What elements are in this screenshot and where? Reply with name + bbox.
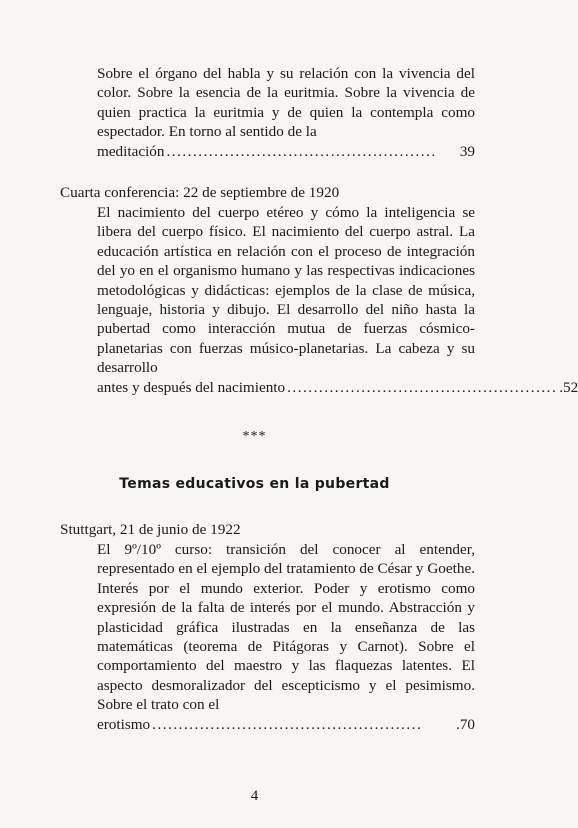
toc-entry-2-heading: Cuarta conferencia: 22 de septiembre de 1920 (60, 184, 340, 201)
section-separator: *** (242, 429, 267, 444)
toc-entry-2-leader-dots: ................................................... (287, 378, 558, 396)
toc-entry-1-last-line (97, 142, 475, 161)
toc-entry-1-text: Sobre el órgano del habla y su relación con la vivencia del color. Sobre la esencia de la euritmia. Sobre la vivencia de quien practica la euritmia y de quien la contempla como espectador. En torno al sentido de la (97, 65, 475, 141)
toc-entry-2 (97, 203, 578, 397)
toc-entry-3 (97, 540, 475, 734)
toc-entry-1-leader-dots: ................................................... (166, 142, 437, 160)
toc-entry-3-last-words: erotismo (97, 715, 151, 733)
toc-entry-3-heading: Stuttgart, 21 de junio de 1922 (60, 521, 241, 538)
toc-entry-3-text: El 9º/10º curso: transición del conocer al entender, representado en el ejemplo del tratamiento de César y Goethe. Interés por el mundo exterior. Poder y erotismo como expresión de la falta de interés por el mundo. Abstracción y plasticidad gráfica ilustradas en la enseñanza de las matemáticas (teorema de Pitágoras y Carnot). Sobre el comportamiento del maestro y las flaquezas latentes. El aspecto desmoralizador del escepticismo y el pesimismo. Sobre el trato con el (97, 541, 475, 714)
toc-entry-3-leader-dots: ................................................... (152, 715, 423, 733)
toc-entry-3-page: .70 (456, 715, 475, 733)
toc-entry-3-last-line (97, 715, 475, 734)
page-number: 4 (250, 788, 259, 804)
section-title: Temas educativos en la pubertad (119, 476, 390, 492)
toc-entry-2-last-line (97, 378, 578, 397)
toc-entry-1-last-words: meditación (97, 142, 165, 160)
toc-entry-1 (97, 64, 475, 161)
toc-entry-2-last-words: antes y después del nacimiento (97, 378, 286, 396)
toc-entry-2-text: El nacimiento del cuerpo etéreo y cómo la inteligencia se libera del cuerpo físico. El nacimiento del cuerpo astral. La educación artística en relación con el proceso de integración del yo en el organismo humano y las respectivas indicaciones metodológicas y didácticas: ejemplos de la clase de música, lenguaje, historia y dibujo. El desarrollo del niño hasta la pubertad como interacción mutua de fuerzas cósmico-planetarias con fuerzas músico-planetarias. La cabeza y su desarrollo (97, 204, 475, 377)
toc-entry-2-page: .52 (559, 378, 578, 396)
toc-entry-1-page: 39 (459, 142, 475, 160)
